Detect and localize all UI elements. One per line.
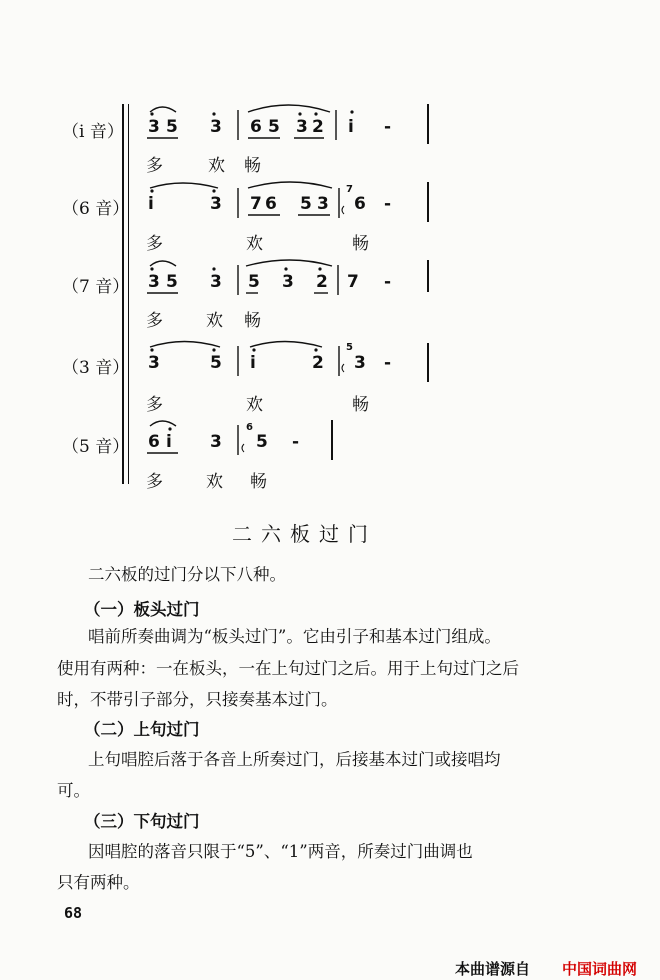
- lyric: 畅: [244, 311, 261, 331]
- note: 3: [354, 353, 366, 373]
- note: 7: [347, 272, 359, 292]
- note: 3: [296, 117, 308, 137]
- row-label: （7 音）: [62, 277, 130, 297]
- lyric: 多: [146, 311, 163, 331]
- lyric: 欢: [208, 156, 225, 176]
- note: 5: [256, 432, 268, 452]
- lyric: 欢: [246, 395, 263, 415]
- section-heading: 二六板过门: [232, 522, 377, 546]
- note: 7: [250, 194, 262, 214]
- paragraph-1-line-3: 时，不带引子部分，只接奏基本过门。: [57, 690, 338, 709]
- paragraph-2-line-2: 可。: [57, 781, 90, 800]
- note: i: [148, 194, 154, 214]
- note: 6: [265, 194, 277, 214]
- paragraph-1-line-1: 唱前所奏曲调为“板头过门”。它由引子和基本过门组成。: [88, 627, 501, 646]
- note: i: [348, 117, 354, 137]
- grace-note: 6: [246, 422, 253, 433]
- note: 2: [312, 353, 324, 373]
- subheading-1: （一）板头过门: [84, 600, 200, 619]
- note: 3: [282, 272, 294, 292]
- note: -: [384, 272, 392, 292]
- lyric: 欢: [206, 311, 223, 331]
- note: 3: [210, 272, 222, 292]
- note: 2: [316, 272, 328, 292]
- lyric: 畅: [244, 156, 261, 176]
- subheading-3: （三）下句过门: [84, 812, 200, 831]
- lyric: 多: [146, 156, 163, 176]
- note: 3: [210, 117, 222, 137]
- lyric: 多: [146, 395, 163, 415]
- paragraph-3-line-2: 只有两种。: [57, 873, 140, 892]
- paragraph-3-line-1: 因唱腔的落音只限于“5”、“1”两音，所奏过门曲调也: [88, 842, 473, 861]
- row-label: （3 音）: [62, 358, 130, 378]
- note: 3: [148, 272, 160, 292]
- lyric: 畅: [250, 472, 267, 492]
- lyric: 畅: [352, 395, 369, 415]
- note: 5: [248, 272, 260, 292]
- footer-site-name[interactable]: 中国词曲网: [562, 960, 638, 978]
- note: i: [166, 432, 172, 452]
- note: 6: [250, 117, 262, 137]
- lyric: 欢: [206, 472, 223, 492]
- grace-note: 7: [346, 184, 353, 195]
- note: 2: [312, 117, 324, 137]
- note: 5: [210, 353, 222, 373]
- note: 3: [317, 194, 329, 214]
- lyric: 多: [146, 472, 163, 492]
- note: i: [250, 353, 256, 373]
- paragraph-2-line-1: 上句唱腔后落于各音上所奏过门，后接基本过门或接唱均: [88, 750, 501, 769]
- paragraph-1-line-2: 使用有两种：一在板头，一在上句过门之后。用于上句过门之后: [57, 659, 519, 678]
- lyric: 欢: [246, 234, 263, 254]
- note: 3: [148, 117, 160, 137]
- note: 3: [148, 353, 160, 373]
- note: 5: [166, 272, 178, 292]
- row-label: （6 音）: [62, 199, 130, 219]
- note: -: [292, 432, 300, 452]
- lyric: 多: [146, 234, 163, 254]
- lyric: 畅: [352, 234, 369, 254]
- note: -: [384, 194, 392, 214]
- row-label: （5 音）: [62, 437, 130, 457]
- note: 5: [166, 117, 178, 137]
- subheading-2: （二）上句过门: [84, 720, 200, 739]
- footer-source-label: 本曲谱源自: [455, 960, 531, 978]
- note: -: [384, 117, 392, 137]
- row-label: （i 音）: [62, 122, 124, 142]
- intro-text: 二六板的过门分以下八种。: [88, 565, 286, 584]
- note: 3: [210, 194, 222, 214]
- note: -: [384, 353, 392, 373]
- page-number: 68: [64, 904, 83, 922]
- note: 5: [268, 117, 280, 137]
- note: 3: [210, 432, 222, 452]
- note: 5: [300, 194, 312, 214]
- note: 6: [354, 194, 366, 214]
- grace-note: 5: [346, 342, 353, 353]
- note: 6: [148, 432, 160, 452]
